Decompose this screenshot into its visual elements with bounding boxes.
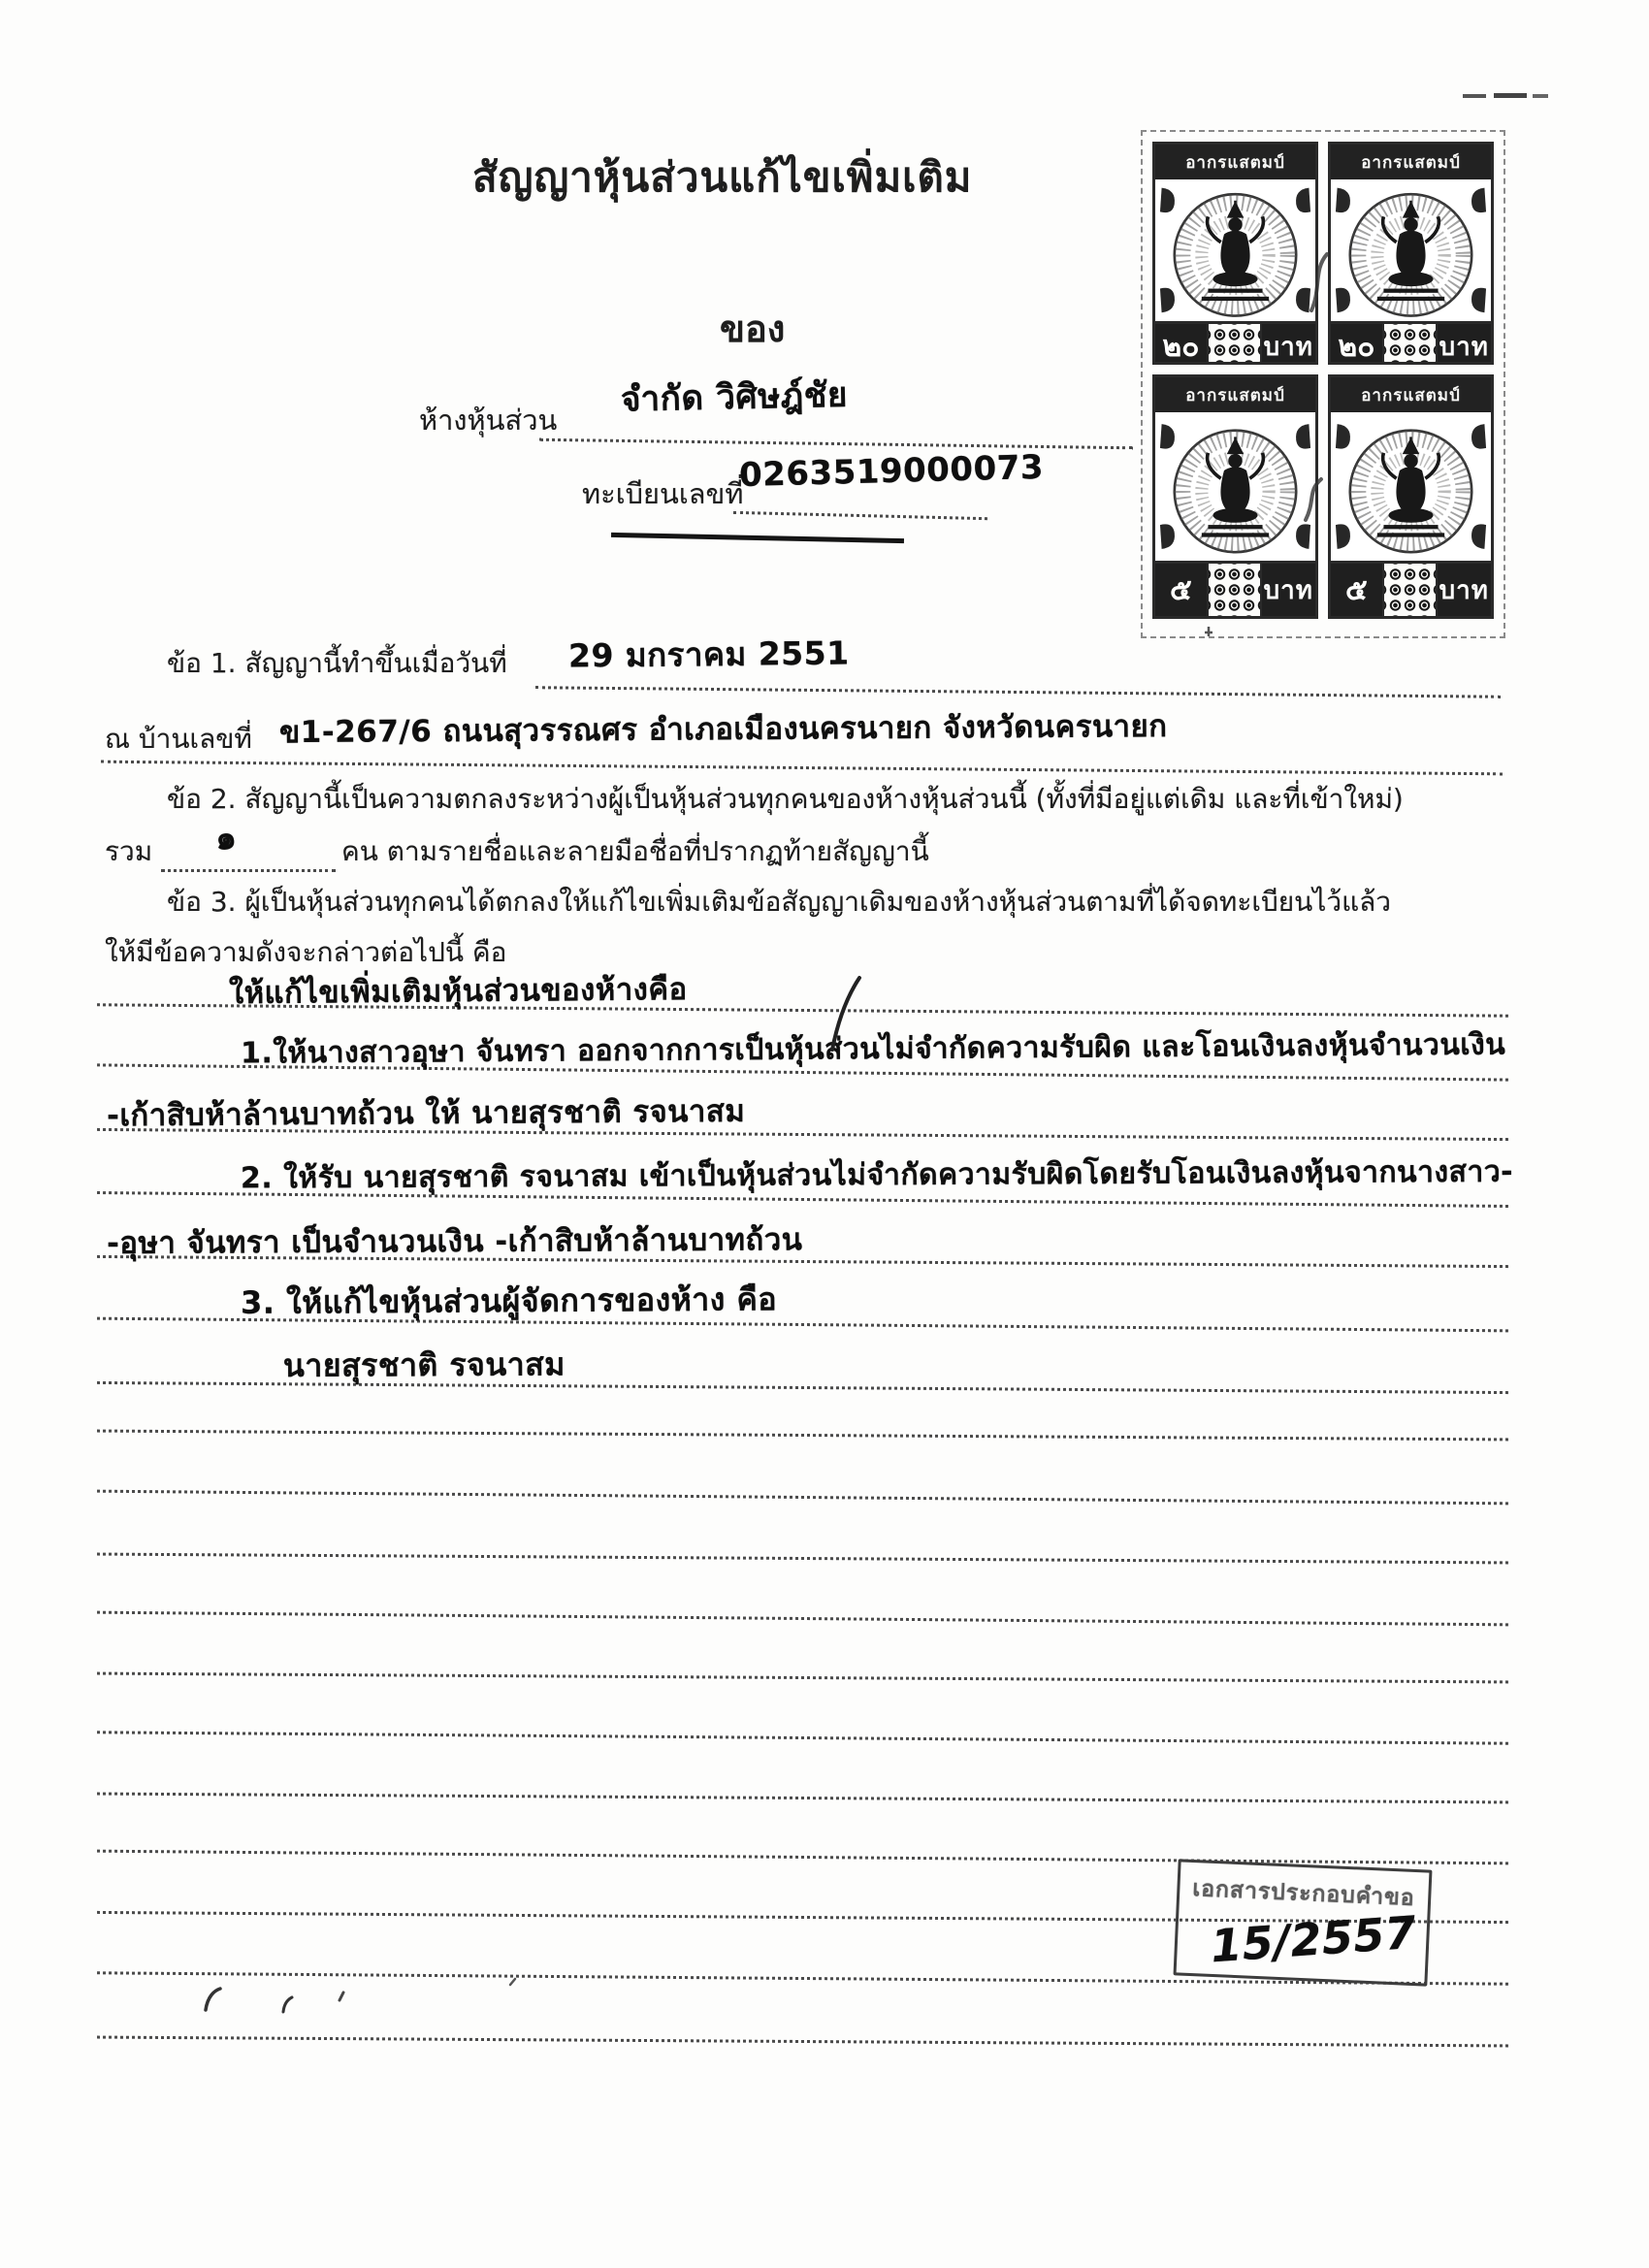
page-subtitle: ของ (720, 308, 786, 350)
stamp-deity-medallion-icon (1331, 179, 1491, 321)
clause3-text2: ให้มีข้อความดังจะกล่าวต่อไปนี้ คือ (105, 936, 507, 968)
revenue-stamp-5-baht (1152, 374, 1318, 619)
approval-stamp-number: 15/2557 (1209, 1905, 1418, 1973)
revenue-stamp-20-baht (1328, 142, 1494, 365)
revenue-stamp-block (1152, 142, 1494, 627)
dotted-rule (97, 1490, 1508, 1506)
stamp-header-label: อากรแสตมป์ (1155, 377, 1315, 412)
stamp-unit-label: บาท (1262, 564, 1315, 616)
stamp-header-label: อากรแสตมป์ (1155, 145, 1315, 179)
approval-stamp-text: เอกสารประกอบคำขอ (1191, 1876, 1416, 1911)
dotted-rule (539, 438, 1133, 450)
stamp-deity-medallion-icon (1331, 412, 1491, 561)
dotted-rule (97, 1430, 1508, 1442)
stamp-unit-label: บาท (1262, 324, 1315, 365)
stamp-deity-medallion-icon (1155, 412, 1315, 561)
dotted-rule (733, 511, 987, 520)
stamp-rosette-grid-icon (1382, 564, 1438, 616)
amendment-line-4: 2. ให้รับ นายสุรชาติ รจนาสม เข้าเป็นหุ้นส่วนไม่จำกัดความรับผิดโดยรับโอนเงินลงหุ้นจากนางสาว- (240, 1154, 1514, 1196)
clause3-text: ข้อ 3. ผู้เป็นหุ้นส่วนทุกคนได้ตกลงให้แก้ไขเพิ่มเติมข้อสัญญาเดิมของห้างหุ้นส่วนตามที่ได้จดทะเบียนไว้แล้ว (167, 886, 1391, 918)
registration-number-value: 0263519000073 (738, 447, 1045, 496)
clause2-suffix: คน ตามรายชื่อและลายมือชื่อที่ปรากฏท้ายสัญญานี้ (341, 835, 929, 867)
stamp-rosette-grid-icon (1207, 564, 1262, 616)
clause2-text: ข้อ 2. สัญญานี้เป็นความตกลงระหว่างผู้เป็นหุ้นส่วนทุกคนของห้างหุ้นส่วนนี้ (ทั้งที่มีอยู่แต่เดิม และที่เข้าใหม่) (167, 783, 1404, 815)
dotted-rule (101, 761, 1503, 776)
dotted-rule (161, 869, 336, 872)
stamp-denomination: ๕ (1155, 564, 1207, 616)
address-value: ข1-267/6 ถนนสุวรรณศร อำเภอเมืองนครนายก จังหวัดนครนายก (278, 708, 1168, 751)
dotted-rule (97, 1672, 1508, 1684)
revenue-stamp-20-baht (1152, 142, 1318, 365)
dotted-rule (97, 2036, 1508, 2048)
amendment-line-5: -อุษา จันทรา เป็นจำนวนเงิน -เก้าสิบห้าล้านบาทถ้วน (106, 1222, 803, 1261)
stamp-denomination: ๒๐ (1155, 324, 1207, 365)
clause2-total-label: รวม (105, 835, 153, 867)
clause1-date-value: 29 มกราคม 2551 (567, 633, 850, 675)
partnership-name-value: จำกัด วิศิษฎ์ชัย (620, 375, 849, 420)
dotted-rule (97, 1850, 1508, 1865)
dotted-rule (535, 686, 1501, 698)
clause2-total-value: ๑ (213, 818, 239, 859)
partnership-name-label: ห้างหุ้นส่วน (419, 404, 558, 437)
divider-line (611, 533, 904, 543)
dotted-rule (97, 1731, 1508, 1744)
amendment-line-1: ให้แก้ไขเพิ่มเติมหุ้นส่วนของห้างคือ (228, 971, 688, 1012)
stamp-unit-label: บาท (1438, 564, 1491, 616)
stamp-header-label: อากรแสตมป์ (1331, 145, 1491, 179)
amendment-line-7: นายสุรชาติ รจนาสม (282, 1345, 566, 1384)
amendment-line-2: 1.ให้นางสาวอุษา จันทรา ออกจากการเป็นหุ้นส่วนไม่จำกัดความรับผิด และโอนเงินลงหุ้นจำนวนเงิน (240, 1027, 1506, 1071)
stamp-denomination: ๕ (1331, 564, 1382, 616)
amendment-line-3: -เก้าสิบห้าล้านบาทถ้วน ให้ นายสุรชาติ รจนาสม (106, 1093, 746, 1134)
address-label: ณ บ้านเลขที่ (105, 723, 252, 755)
revenue-stamp-5-baht (1328, 374, 1494, 619)
stamp-rosette-grid-icon (1207, 324, 1262, 365)
stamp-rosette-grid-icon (1382, 324, 1438, 365)
dotted-rule (97, 1793, 1508, 1804)
clause1-label: ข้อ 1. สัญญานี้ทำขึ้นเมื่อวันที่ (167, 647, 507, 679)
registration-number-label: ทะเบียนเลขที่ (582, 477, 744, 510)
stamp-unit-label: บาท (1438, 324, 1491, 365)
stamp-header-label: อากรแสตมป์ (1331, 377, 1491, 412)
amendment-line-6: 3. ให้แก้ไขหุ้นส่วนผู้จัดการของห้าง คือ (240, 1280, 778, 1321)
stamp-deity-medallion-icon (1155, 179, 1315, 321)
dotted-rule (97, 1553, 1508, 1565)
page-title: สัญญาหุ้นส่วนแก้ไขเพิ่มเติม (472, 153, 973, 201)
stamp-denomination: ๒๐ (1331, 324, 1382, 365)
dotted-rule (97, 1611, 1508, 1627)
